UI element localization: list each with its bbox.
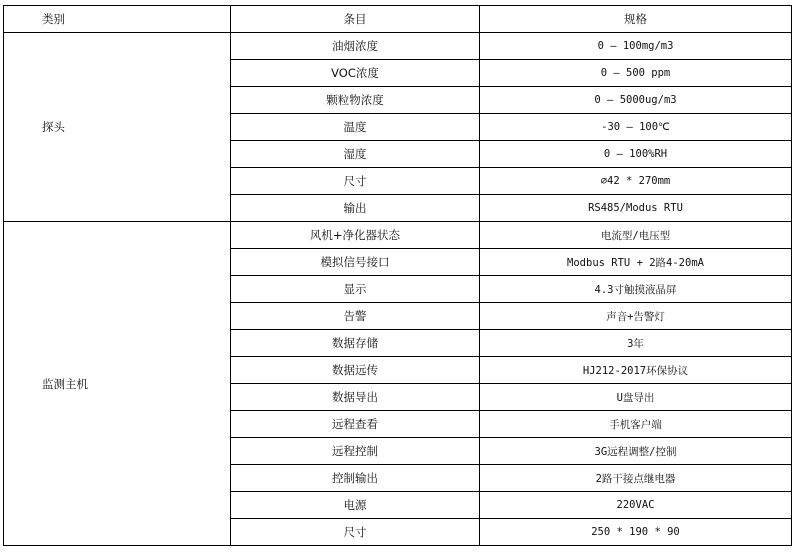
item-cell: 尺寸 [231,519,480,546]
item-cell: 远程控制 [231,438,480,465]
item-cell: 数据导出 [231,384,480,411]
category-cell-probe [4,33,231,222]
spec-cell: 0 – 100%RH [480,141,792,168]
header-row [4,6,792,33]
item-cell: 控制输出 [231,465,480,492]
spec-cell: U盘导出 [480,384,792,411]
spec-cell: 手机客户端 [480,411,792,438]
item-cell: 电源 [231,492,480,519]
header-category: 类别 [4,6,231,33]
item-cell: 数据远传 [231,357,480,384]
item-cell: 告警 [231,303,480,330]
spec-cell: Modbus RTU + 2路4-20mA [480,249,792,276]
item-cell: 温度 [231,114,480,141]
item-cell: 远程查看 [231,411,480,438]
item-cell: 输出 [231,195,480,222]
table-row [4,222,792,249]
spec-cell: 2路干接点继电器 [480,465,792,492]
spec-cell: -30 – 100℃ [480,114,792,141]
table-body [4,33,792,546]
item-cell: 尺寸 [231,168,480,195]
spec-cell: 3年 [480,330,792,357]
category-label: 监测主机 [42,376,88,391]
spec-cell: 220VAC [480,492,792,519]
spec-cell: HJ212-2017环保协议 [480,357,792,384]
item-cell: 数据存储 [231,330,480,357]
spec-cell: ⌀42 * 270mm [480,168,792,195]
spec-cell: 250 * 190 * 90 [480,519,792,546]
spec-cell: 4.3寸触摸液晶屏 [480,276,792,303]
spec-cell: 电流型/电压型 [480,222,792,249]
spec-cell: 0 – 5000ug/m3 [480,87,792,114]
item-cell: 显示 [231,276,480,303]
item-cell: 湿度 [231,141,480,168]
header-item: 条目 [231,6,480,33]
spec-cell: 3G远程调整/控制 [480,438,792,465]
spec-cell: 0 – 100mg/m3 [480,33,792,60]
category-cell-host [4,222,231,546]
category-label: 探头 [42,120,65,134]
item-cell: VOC浓度 [231,60,480,87]
spec-cell: RS485/Modus RTU [480,195,792,222]
item-cell: 模拟信号接口 [231,249,480,276]
item-cell: 油烟浓度 [231,33,480,60]
item-cell: 风机+净化器状态 [231,222,480,249]
item-cell: 颗粒物浓度 [231,87,480,114]
spec-cell: 声音+告警灯 [480,303,792,330]
spec-cell: 0 – 500 ppm [480,60,792,87]
spec-table [3,5,792,546]
header-spec: 规格 [480,6,792,33]
table-row [4,33,792,60]
